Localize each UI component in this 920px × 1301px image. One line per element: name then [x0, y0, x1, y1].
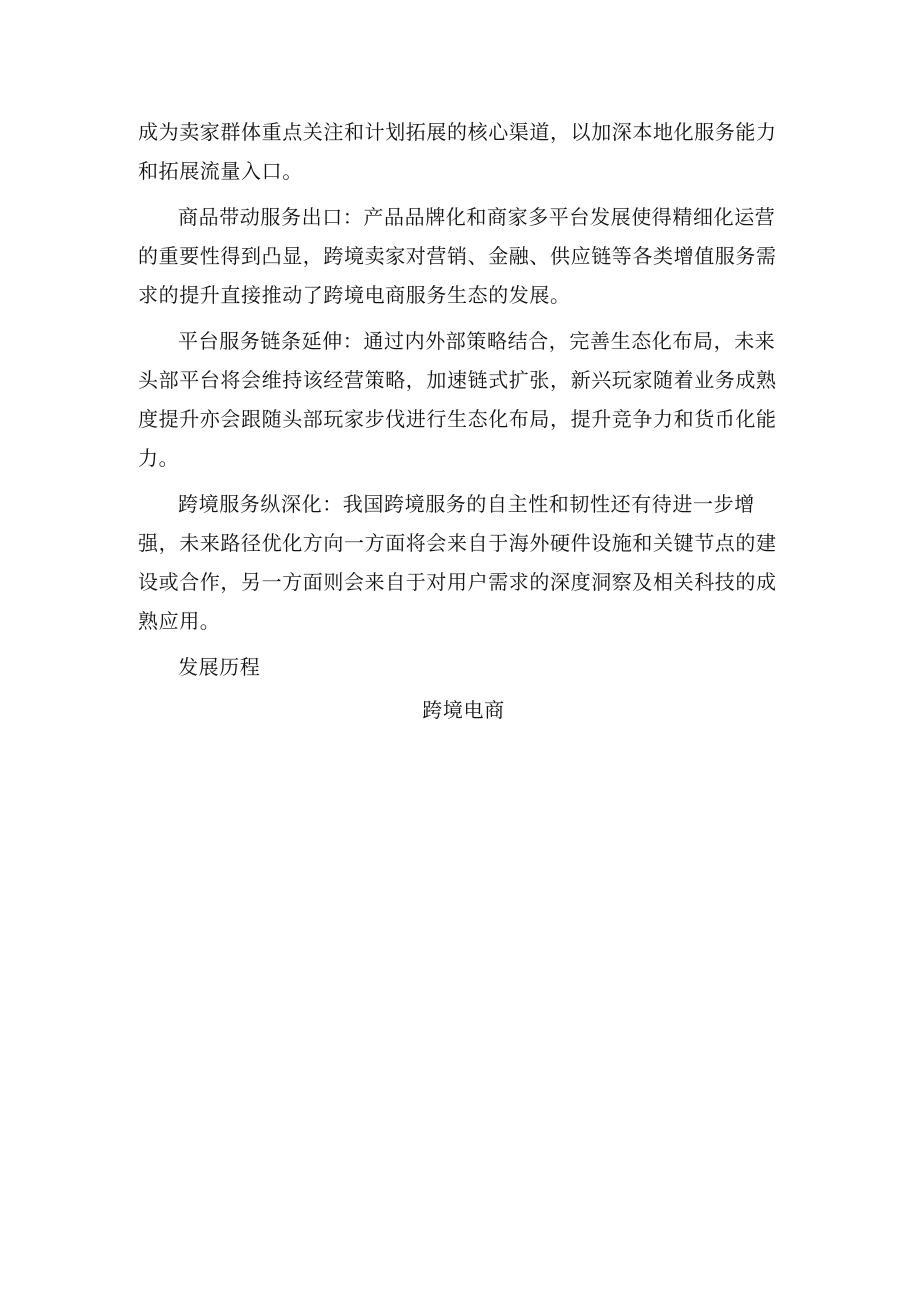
paragraph-continued: 成为卖家群体重点关注和计划拓展的核心渠道，以加深本地化服务能力和拓展流量入口。	[138, 120, 777, 183]
document-body	[138, 113, 788, 737]
paragraph-platform-chain: 平台服务链条延伸：通过内外部策略结合，完善生态化布局，未来头部平台将会维持该经营策略，加速链式扩张，新兴玩家随着业务成熟度提升亦会跟随头部玩家步伐进行生态化布局，提升竞争力和货币化能力。	[138, 329, 777, 470]
centered-caption: 跨境电商	[422, 698, 505, 722]
section-heading: 发展历程	[178, 655, 261, 679]
paragraph-deepening: 跨境服务纵深化：我国跨境服务的自主性和韧性还有待进一步增强，未来路径优化方向一方面将会来自于海外硬件设施和关键节点的建设或合作，另一方面则会来自于对用户需求的深度洞察及相关科技的成熟应用。	[138, 492, 777, 633]
paragraph-service-exit: 商品带动服务出口：产品品牌化和商家多平台发展使得精细化运营的重要性得到凸显，跨境卖家对营销、金融、供应链等各类增值服务需求的提升直接推动了跨境电商服务生态的发展。	[138, 205, 777, 307]
